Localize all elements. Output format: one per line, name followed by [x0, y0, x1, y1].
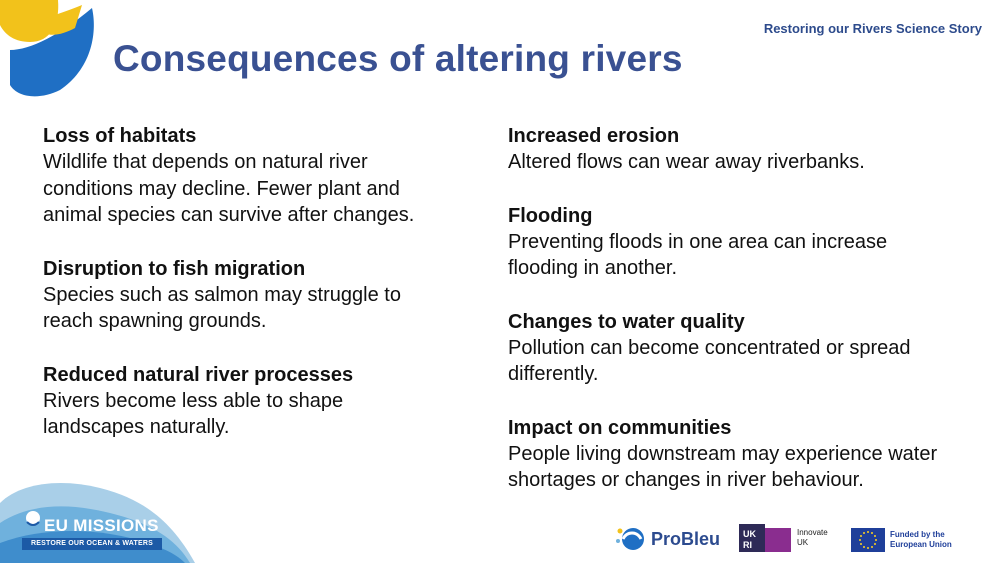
logo-icon [0, 0, 100, 100]
consequence-text: Wildlife that depends on natural river conditions may decline. Fewer plant and animal species can survive after changes. [43, 151, 415, 226]
consequence-item [508, 309, 978, 388]
eu-missions-label: EU MISSIONS [44, 516, 159, 535]
ukri-label: Innovate UK [797, 528, 828, 547]
consequence-item [508, 123, 978, 176]
probleu-label: ProBleu [651, 528, 721, 549]
page-title: Consequences of altering rivers [113, 38, 683, 79]
consequence-item [508, 203, 978, 282]
consequence-item [508, 415, 978, 494]
consequence-heading: Flooding [508, 204, 593, 227]
consequence-text: Pollution can become concentrated or spread differently. [508, 336, 911, 385]
series-title: Restoring our Rivers Science Story [763, 21, 982, 36]
ukri-logo [739, 524, 837, 552]
consequence-text: Preventing floods in one area can increase flooding in another. [508, 230, 888, 279]
consequence-text: Species such as salmon may struggle to reach spawning grounds. [43, 283, 401, 332]
eu-funding-label: Funded by the European Union [890, 530, 952, 549]
svg-text:UK: UK [743, 529, 756, 539]
eu-flag-icon [851, 528, 885, 552]
consequence-heading: Changes to water quality [508, 310, 745, 333]
probleu-logo [615, 525, 720, 553]
ukri-icon [739, 524, 791, 552]
consequence-heading: Disruption to fish migration [43, 257, 306, 280]
consequence-item [43, 123, 483, 229]
probleu-icon [615, 525, 647, 553]
consequence-heading: Increased erosion [508, 125, 680, 147]
eu-missions-sub: RESTORE OUR OCEAN & WATERS [22, 538, 162, 550]
consequence-text: Altered flows can wear away riverbanks. [508, 151, 865, 173]
left-column [43, 123, 483, 468]
consequence-text: Rivers become less able to shape landscapes naturally. [43, 389, 344, 438]
consequence-item [43, 362, 483, 441]
right-column [508, 123, 978, 521]
consequence-heading: Reduced natural river processes [43, 363, 354, 386]
consequence-item [43, 256, 483, 335]
svg-text:RI: RI [743, 540, 752, 550]
eu-funding-logo [851, 528, 980, 552]
consequence-heading: Loss of habitats [43, 125, 197, 147]
consequence-heading: Impact on communities [508, 416, 732, 439]
consequence-text: People living downstream may experience water shortages or changes in river behaviour. [508, 442, 938, 491]
